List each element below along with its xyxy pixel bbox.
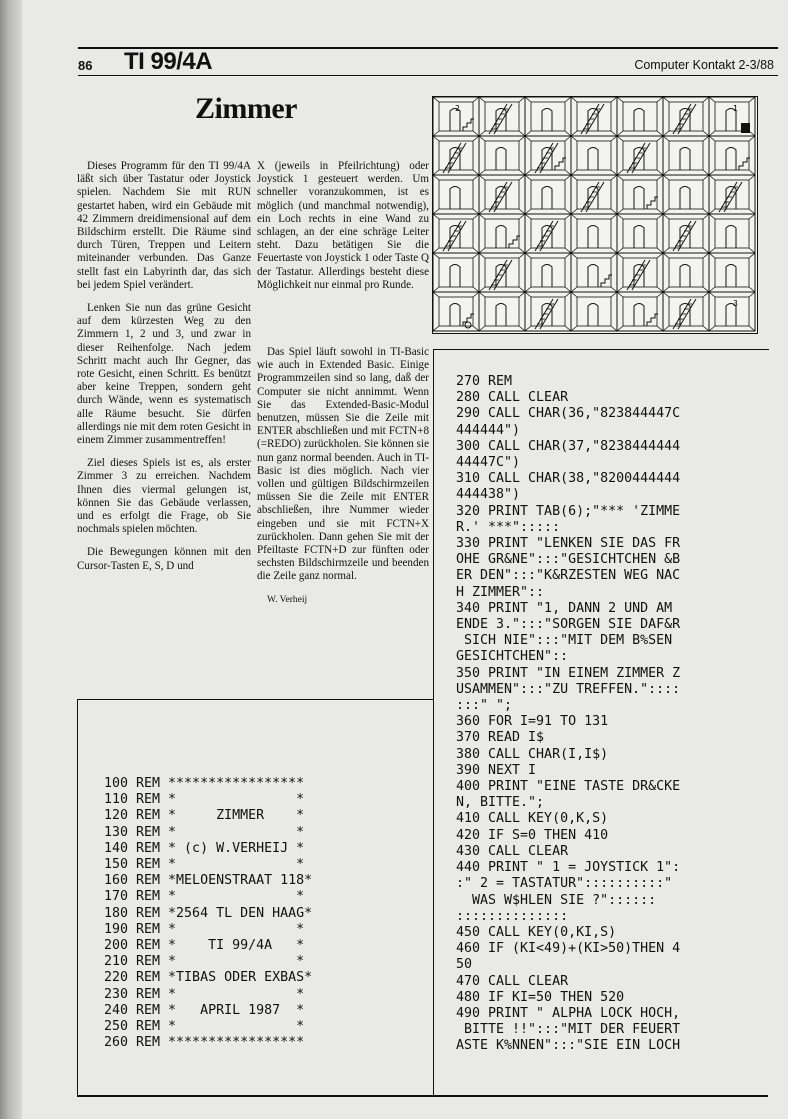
code-line: 260 REM ***************** (104, 1035, 305, 1051)
room-grid (433, 97, 755, 331)
code-line: WAS W$HLEN SIE ?":::::: (456, 892, 657, 908)
code-line: 280 CALL CLEAR (456, 390, 569, 406)
paragraph: Dieses Programm für den TI 99/4A läßt sich über Tastatur oder Joystick spielen. Nachdem Sie mit RUN gestartet haben, wird ein Gebäude mit 42 Zimmern dreidimensional auf dem Bildschirm erstellt. Die Räume sind durch Türen, Treppen und Leitern miteinander verbunden. Das Ganze stellt fast ein Labyrinth dar, das sich bei jedem Spiel verändert. (77, 160, 251, 291)
paragraph: Lenken Sie nun das grüne Gesicht auf dem kürzesten Weg zu den Zimmern 1, 2 und 3, und zwar in dieser Reihenfolge. Nach jedem Schritt macht auch Ihr Gegner, das rote Gesicht, einen Schritt. Es benützt aber keine Treppen, sondern geht durch Wände, wenn es systematisch alle Räume besucht. Sie dürfen allerdings nie mit dem roten Gesicht in einem Zimmer zusammentreffen! (77, 302, 251, 447)
code-line: 310 CALL CHAR(38,"8200444444 (456, 471, 681, 487)
page-binding-shadow (0, 0, 22, 1119)
code-line: SICH NIE":::"MIT DEM B%SEN (456, 633, 673, 649)
code-line: ENDE 3.":::"SORGEN SIE DAF&R (456, 617, 681, 633)
paragraph: X (jeweils in Pfeilrichtung) oder Joystick 1 gesteuert werden. Um schneller voranzukommen, ist es möglich (und manchmal notwendig), ein Loch rechts in eine Wand zu schlagen, an der eine schräge Leiter steht. Dazu betätigen Sie die Feuertaste von Joystick 1 oder Taste Q der Tastatur. Allerdings besteht diese Möglichkeit nur einmal pro Runde. (257, 160, 429, 291)
code-line: 44447C") (456, 455, 521, 471)
section-title: TI 99/4A (124, 48, 213, 75)
code-line: 420 IF S=0 THEN 410 (456, 827, 609, 843)
code-line: 290 CALL CHAR(36,"823844447C (456, 406, 681, 422)
player-marker (741, 123, 750, 133)
code-line: ER DEN":::"K&RZESTEN WEG NAC (456, 568, 681, 584)
code-line: 444438") (456, 487, 521, 503)
code-line: 50 (456, 957, 473, 973)
code-line: :" 2 = TASTATUR"::::::::::" (456, 876, 673, 892)
article-column-2-lower (257, 346, 429, 617)
author-signature: W. Verheij (267, 594, 308, 605)
code-line: 444444") (456, 422, 521, 438)
building-screenshot (432, 96, 758, 334)
program-listing-left (77, 699, 434, 1097)
article-title: Zimmer (195, 92, 297, 125)
code-line: 350 PRINT "IN EINEM ZIMMER Z (456, 665, 681, 681)
code-line: 320 PRINT TAB(6);"*** 'ZIMME (456, 503, 681, 519)
code-line: 130 REM * * (104, 824, 305, 840)
code-line: BITTE !!":::"MIT DER FEUERT (456, 1022, 681, 1038)
code-line: 220 REM *TIBAS ODER EXBAS* (104, 970, 313, 986)
magazine-issue: Computer Kontakt 2-3/88 (634, 58, 774, 72)
code-line: 390 NEXT I (456, 762, 537, 778)
code-line: 100 REM ***************** (104, 776, 305, 791)
paragraph: Die Bewegungen können mit den Cursor-Tasten E, S, D und (77, 546, 251, 572)
ladders (443, 104, 742, 329)
code-block (456, 374, 680, 1055)
code-line: 150 REM * * (104, 857, 305, 873)
code-line: N, BITTE."; (456, 795, 545, 811)
code-line: 210 REM * * (104, 954, 305, 970)
program-listing-right (433, 349, 769, 1096)
code-line: 200 REM * TI 99/4A * (104, 938, 305, 954)
paragraph: Ziel dieses Spiels ist es, als erster Zimmer 3 zu erreichen. Nachdem Ihnen dies viermal gelungen ist, können Sie das Gebäude verlassen, und es erfolgt die Frage, ob Sie nochmals spielen möchten. (77, 457, 251, 536)
code-line: 190 REM * * (104, 921, 305, 937)
header-underline (78, 75, 778, 76)
code-line: 400 PRINT "EINE TASTE DR&CKE (456, 779, 681, 795)
code-line: 160 REM *MELOENSTRAAT 118* (104, 873, 313, 889)
code-line: 370 READ I$ (456, 730, 545, 746)
code-line: ASTE K%NNEN":::"SIE EIN LOCH (456, 1038, 681, 1054)
code-line: 440 PRINT " 1 = JOYSTICK 1": (456, 860, 681, 876)
code-line: 450 CALL KEY(0,KI,S) (456, 924, 617, 940)
page-number: 86 (78, 58, 93, 73)
code-line: 270 REM (456, 374, 513, 389)
code-line: 180 REM *2564 TL DEN HAAG* (104, 905, 313, 921)
code-line: USAMMEN":::"ZU TREFFEN.":::: (456, 681, 681, 697)
code-line: 380 CALL CHAR(I,I$) (456, 746, 609, 762)
code-line: R.' ***"::::: (456, 519, 561, 535)
room-label-3: 3 (733, 299, 738, 308)
room-label-1: 1 (733, 104, 738, 113)
code-line: 120 REM * ZIMMER * (104, 808, 305, 824)
code-line: 360 FOR I=91 TO 131 (456, 714, 609, 730)
code-line: 140 REM * (c) W.VERHEIJ * (104, 840, 305, 856)
paragraph: Das Spiel läuft sowohl in TI-Basic wie auch in Extended Basic. Einige Programmzeilen sind so lang, daß der Computer sie nicht annimmt. Wenn Sie das Extended-Basic-Modul benutzen, müssen Sie die Zeile mit ENTER abschließen und mit FCTN+8 (=REDO) zurückholen. Sie können sie nun ganz normal beenden. Auch in TI-Basic ist dies möglich. Nach vier vollen und gültigen Bildschirmzeilen müssen Sie die Zeile mit ENTER abschließen, ihre Nummer wieder eingeben und sie mit FCTN+X zurückholen. Dann gehen Sie mit der Pfeiltaste FCTN+D zur fünften oder sechsten Bildschirmzeile und beenden die Zeile ganz normal. (257, 346, 429, 583)
code-line: 330 PRINT "LENKEN SIE DAS FR (456, 536, 681, 552)
code-line: 240 REM * APRIL 1987 * (104, 1002, 305, 1018)
code-line: GESICHTCHEN":: (456, 649, 569, 665)
code-line: H ZIMMER":: (456, 584, 545, 600)
code-line: 460 IF (KI<49)+(KI>50)THEN 4 (456, 941, 681, 957)
article-column-2 (257, 160, 429, 302)
code-line: 490 PRINT " ALPHA LOCK HOCH, (456, 1005, 681, 1021)
code-line: 170 REM * * (104, 889, 305, 905)
code-line: OHE GR&NE":::"GESICHTCHEN &B (456, 552, 681, 568)
code-line: 230 REM * * (104, 986, 305, 1002)
code-line: 410 CALL KEY(0,K,S) (456, 811, 609, 827)
code-line: 430 CALL CLEAR (456, 843, 569, 859)
code-line: 470 CALL CLEAR (456, 973, 569, 989)
face-marker (465, 322, 471, 328)
listing-bottom-rule (77, 1095, 768, 1097)
building-diagram (433, 97, 757, 333)
code-line: 340 PRINT "1, DANN 2 UND AM (456, 600, 673, 616)
code-line: 250 REM * * (104, 1019, 305, 1035)
code-line: 110 REM * * (104, 792, 305, 808)
code-line: :::::::::::::: (456, 908, 569, 924)
code-block (104, 776, 312, 1051)
code-line: 300 CALL CHAR(37,"8238444444 (456, 438, 681, 454)
room-label-2: 2 (455, 104, 460, 113)
code-line: 480 IF KI=50 THEN 520 (456, 989, 625, 1005)
article-column-1 (77, 160, 251, 583)
code-line: :::" "; (456, 698, 513, 714)
